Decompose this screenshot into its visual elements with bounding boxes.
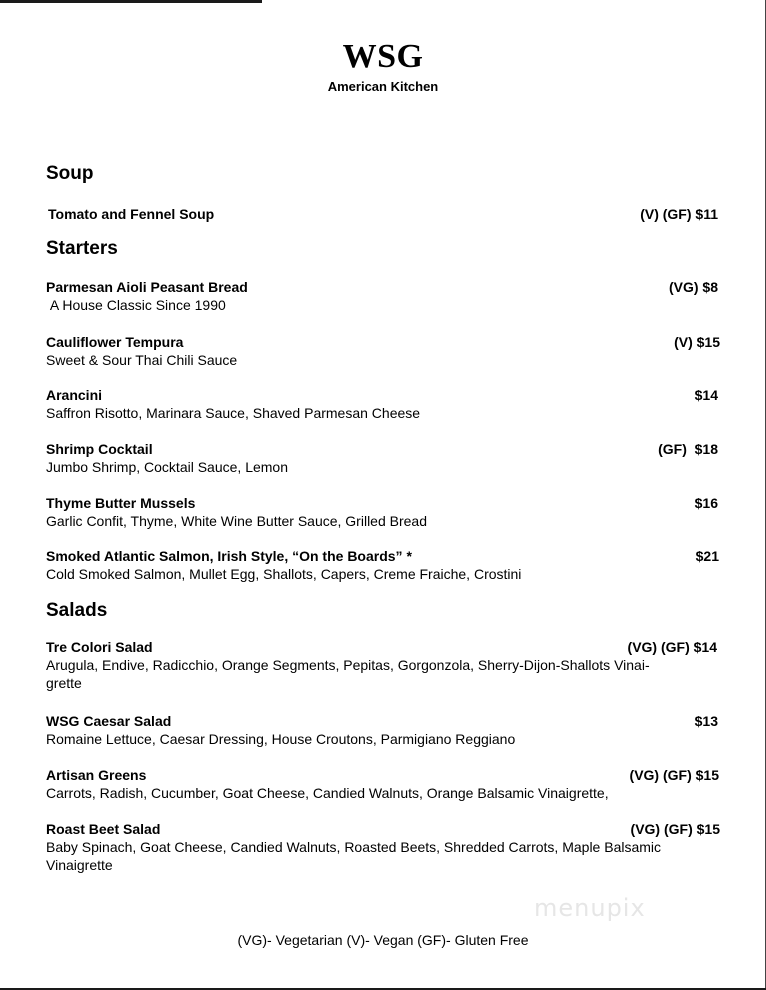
item-description: Romaine Lettuce, Caesar Dressing, House Croutons, Parmigiano Reggiano <box>46 731 516 747</box>
item-description: Baby Spinach, Goat Cheese, Candied Walnuts, Roasted Beets, Shredded Carrots, Maple Balsamic Vinaigrette <box>46 839 662 873</box>
item-description: Cold Smoked Salmon, Mullet Egg, Shallots, Capers, Creme Fraiche, Crostini <box>46 566 522 582</box>
menu-item <box>46 712 718 748</box>
item-name: Tomato and Fennel Soup <box>48 206 215 222</box>
item-description: Garlic Confit, Thyme, White Wine Butter Sauce, Grilled Bread <box>46 513 427 529</box>
frame-top-border <box>0 0 262 3</box>
item-name: Arancini <box>46 387 103 403</box>
dietary-legend: (VG)- Vegetarian (V)- Vegan (GF)- Gluten Free <box>237 932 529 948</box>
item-price: (V) $15 <box>674 334 720 350</box>
restaurant-name: WSG <box>342 38 424 75</box>
section-title-salads: Salads <box>46 600 108 621</box>
restaurant-subtitle: American Kitchen <box>327 79 439 94</box>
item-price: (V) (GF) $11 <box>640 206 718 222</box>
menupix-watermark: menupix <box>534 894 646 922</box>
item-name: Thyme Butter Mussels <box>46 495 196 511</box>
section-title-starters: Starters <box>46 238 118 259</box>
item-name: Smoked Atlantic Salmon, Irish Style, “On the Boards” * <box>46 548 412 564</box>
item-description: A House Classic Since 1990 <box>46 297 226 313</box>
item-name: Roast Beet Salad <box>46 821 161 837</box>
item-price: (GF) $18 <box>658 441 718 457</box>
menu-item <box>46 494 718 530</box>
item-price: $21 <box>695 548 719 564</box>
item-price: (VG) (GF) $15 <box>630 821 720 837</box>
menu-item <box>48 205 718 223</box>
item-price: (VG) (GF) $14 <box>627 639 717 655</box>
item-name: Tre Colori Salad <box>46 639 153 655</box>
item-name: Parmesan Aioli Peasant Bread <box>46 279 248 295</box>
menu-item <box>46 440 718 476</box>
item-price: $16 <box>694 495 718 511</box>
item-price: (VG) $8 <box>668 279 718 295</box>
menu-item <box>46 766 719 802</box>
item-price: $13 <box>694 713 718 729</box>
item-price: $14 <box>694 387 718 403</box>
item-price: (VG) (GF) $15 <box>629 767 719 783</box>
menu-item <box>46 547 719 583</box>
item-name: WSG Caesar Salad <box>46 713 172 729</box>
section-title-soup: Soup <box>46 163 94 184</box>
menu-item <box>46 638 717 692</box>
item-description: Jumbo Shrimp, Cocktail Sauce, Lemon <box>46 459 288 475</box>
item-description: Carrots, Radish, Cucumber, Goat Cheese, Candied Walnuts, Orange Balsamic Vinaigrette, <box>46 785 609 801</box>
item-name: Shrimp Cocktail <box>46 441 153 457</box>
menu-item <box>46 820 720 874</box>
item-name: Cauliflower Tempura <box>46 334 184 350</box>
menu-item <box>46 333 720 369</box>
item-description: Sweet & Sour Thai Chili Sauce <box>46 352 238 368</box>
item-name: Artisan Greens <box>46 767 147 783</box>
item-description: Arugula, Endive, Radicchio, Orange Segments, Pepitas, Gorgonzola, Sherry-Dijon-Shallots Vinai- grette <box>46 657 650 691</box>
menu-item <box>46 386 718 422</box>
menu-item <box>46 278 718 314</box>
item-description: Saffron Risotto, Marinara Sauce, Shaved Parmesan Cheese <box>46 405 421 421</box>
